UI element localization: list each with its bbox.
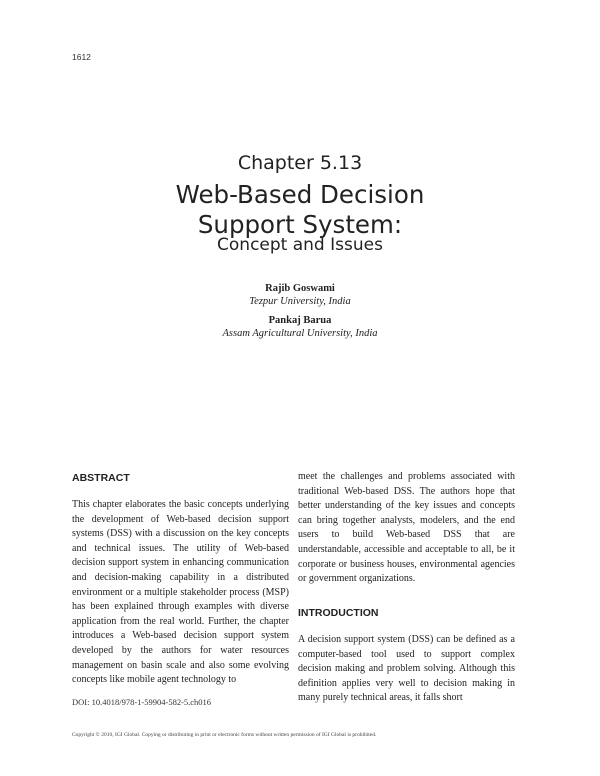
author-affiliation-1: Tezpur University, India [249,296,351,307]
doi: DOI: 10.4018/978-1-59904-582-5.ch016 [72,697,212,707]
chapter-title [0,180,600,240]
introduction-text: A decision support system (DSS) can be defined as a computer-based tool used to support complex decision making and problem solving. Although this definition applies very well to decision making in many purely technical areas, it falls short [298,634,515,704]
title-line-2: Support System: [197,210,403,239]
page-number: 1612 [72,52,91,62]
abstract-heading: ABSTRACT [72,472,130,484]
abstract-text-right: meet the challenges and problems associated with traditional Web-based DSS. The authors hope that better understanding of the key issues and concepts can bring together analysts, modelers, and the end users to build Web-based DSS that are understandable, accessible and acceptable to all, be it corporate or business houses, environmental agencies or government organizations. [298,471,515,585]
abstract-text-left: This chapter elaborates the basic concepts underlying the development of Web-based decision support systems (DSS) with a discussion on the key concepts and technical issues. The utility of Web-based decision support system in enhancing communication and decision-making capability in a distributed environment or a multiple stakeholder process (MSP) has been explained through examples with diverse application from the real world. Further, the chapter introduces a Web-based decision support system developed by the authors for water resources management on basin scale and also some evolving concepts like mobile agent technology to [72,499,289,686]
chapter-label: Chapter 5.13 [237,152,363,174]
author-name-2: Pankaj Barua [268,315,332,326]
author-name-1: Rajib Goswami [265,283,335,294]
title-line-1: Web-Based Decision [175,180,425,209]
introduction-heading: INTRODUCTION [298,607,379,619]
chapter-subtitle: Concept and Issues [217,235,383,255]
author-affiliation-2: Assam Agricultural University, India [222,328,378,339]
copyright-notice: Copyright © 2010, IGI Global. Copying or distributing in print or electronic forms without written permission of IGI Global is prohibited. [72,732,377,738]
